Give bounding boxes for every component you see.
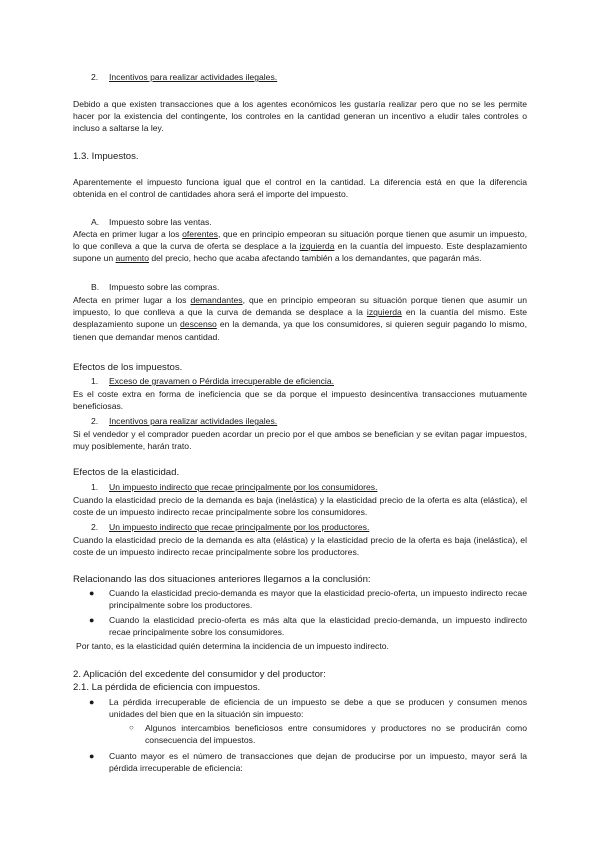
conclusion-closing: Por tanto, es la elasticidad quién determina la incidencia de un impuesto indirecto. xyxy=(76,641,389,651)
paragraph-impuesto-compras: Afecta en primer lugar a los demandantes, que en principio empeoran su situación porque tienen que asumir un impuesto, lo que conlleva a que la curva de demanda se desplace a la izquierda en la cuantía del mismo. Este desplazamiento supone un descenso en la demanda, ya que los consumidores, si quieren seguir pagando lo mismo, tienen que demandar menos cantidad. xyxy=(73,295,527,342)
list-number: 2. xyxy=(91,72,99,82)
list-item-heading: Impuesto sobre las compras. xyxy=(109,282,220,292)
paragraph-consumidores: Cuando la elasticidad precio de la demanda es baja (inelástica) y la elasticidad precio de la oferta es alta (elástica), el coste de un impuesto indirecto recae principalmente sobre los consumidores. xyxy=(73,495,527,518)
paragraph-exceso-gravamen: Es el coste extra en forma de ineficiencia que se da porque el impuesto desincentiva transacciones mutuamente beneficiosas. xyxy=(73,389,527,412)
section-heading-1-3: 1.3. Impuestos. xyxy=(73,151,139,162)
list-item-heading: Exceso de gravamen o Pérdida irrecuperable de eficiencia. xyxy=(109,376,334,386)
bullet-icon: ● xyxy=(89,588,95,598)
perdida-bullet-1: La pérdida irrecuperable de eficiencia de un impuesto se debe a que se producen y consumen menos unidades del bien que en la situación sin impuesto: xyxy=(109,697,527,720)
list-number: 1. xyxy=(91,376,99,386)
section-heading-2-1: 2.1. La pérdida de eficiencia con impuestos. xyxy=(73,682,261,693)
underlined-term: oferentes xyxy=(182,229,218,239)
list-letter: B. xyxy=(91,282,100,292)
heading-efectos-elasticidad: Efectos de la elasticidad. xyxy=(73,467,180,478)
list-item-heading: Impuesto sobre las ventas. xyxy=(109,217,212,227)
list-item-heading: Un impuesto indirecto que recae principalmente por los productores. xyxy=(109,522,370,532)
list-item-heading: Incentivos para realizar actividades ilegales. xyxy=(109,72,278,82)
list-number: 2. xyxy=(91,522,99,532)
underlined-term: izquierda xyxy=(299,241,335,252)
paragraph-incentivos: Si el vendedor y el comprador pueden acordar un precio por el que ambos se benefician y se evitan pagar impuestos, muy posiblemente, harán trato. xyxy=(73,429,527,452)
section-heading-2: 2. Aplicación del excedente del consumidor y del productor: xyxy=(73,669,326,680)
list-number: 2. xyxy=(91,416,99,426)
bullet-icon: ● xyxy=(89,615,95,625)
underlined-term: aumento xyxy=(115,253,149,264)
list-item-heading: Incentivos para realizar actividades ilegales. xyxy=(109,416,278,426)
paragraph-productores: Cuando la elasticidad precio de la demanda es alta (elástica) y la elasticidad precio de la oferta es baja (inelástica), el coste de un impuesto indirecto recae principalmente sobre los productores. xyxy=(73,535,527,558)
list-letter: A. xyxy=(91,217,100,227)
bullet-icon: ● xyxy=(89,697,95,707)
conclusion-bullet-2: Cuando la elasticidad precio-oferta es más alta que la elasticidad precio-demanda, un impuesto indirecto recae principalmente sobre los consumidores. xyxy=(109,615,527,638)
perdida-bullet-2: Cuanto mayor es el número de transacciones que dejan de producirse por un impuesto, mayor será la pérdida irrecuperable de eficiencia: xyxy=(109,751,527,774)
bullet-icon: ● xyxy=(89,751,95,761)
conclusion-bullet-1: Cuando la elasticidad precio-demanda es mayor que la elasticidad precio-oferta, un impuesto indirecto recae principalmente sobre los productores. xyxy=(109,588,527,611)
heading-efectos-impuestos: Efectos de los impuestos. xyxy=(73,362,183,373)
list-number: 1. xyxy=(91,482,99,492)
perdida-sub-bullet-1: Algunos intercambios beneficiosos entre consumidores y productores no se producirán como consecuencia del impuestos. xyxy=(145,723,527,746)
conclusion-intro: Relacionando las dos situaciones anteriores llegamos a la conclusión: xyxy=(73,574,371,585)
underlined-term: descenso xyxy=(180,319,217,330)
list-item-heading: Un impuesto indirecto que recae principalmente por los consumidores. xyxy=(109,482,378,492)
underlined-term: demandantes xyxy=(190,295,243,305)
paragraph-contingent: Debido a que existen transacciones que a los agentes económicos les gustaría realizar pero que no se les permite hacer por la existencia del contingente, los controles en la cantidad generan un incentivo a eludir tales controles o incluso a saltarse la ley. xyxy=(73,99,527,134)
paragraph-impuesto: Aparentemente el impuesto funciona igual que el control en la cantidad. La diferencia está en que la diferencia obtenida en el control de cantidades ahora será el importe del impuesto. xyxy=(73,177,527,200)
paragraph-impuesto-ventas: Afecta en primer lugar a los oferentes, que en principio empeoran su situación porque tienen que asumir un impuesto, lo que conlleva a que la curva de oferta se desplace a la izquierda en la cuantía del impuesto. Este desplazamiento supone un aumento del precio, hecho que acaba afectando también a los demandantes, que pagarán más. xyxy=(73,229,527,264)
sub-bullet-icon: ○ xyxy=(129,723,134,732)
underlined-term: izquierda xyxy=(366,307,402,318)
